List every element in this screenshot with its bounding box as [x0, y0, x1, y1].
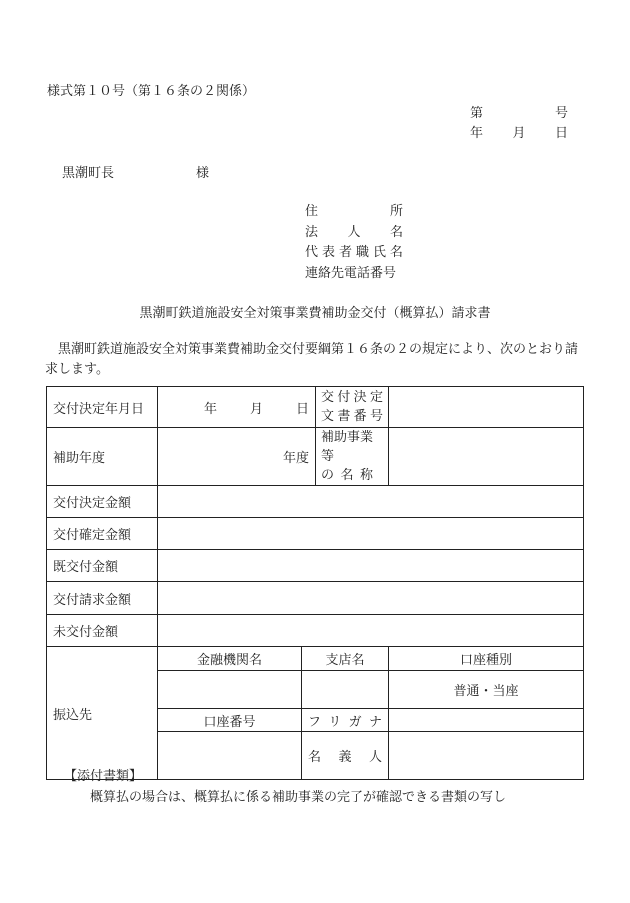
- form-number: 様式第１０号（第１６条の２関係）: [47, 84, 256, 99]
- applicant-corp-label: 法 人 名: [305, 224, 403, 240]
- attachments-heading: 【添付書類】: [64, 769, 143, 784]
- bank-label: 金融機関名: [158, 647, 302, 671]
- table-row: [47, 582, 584, 615]
- document-title: 黒潮町鉄道施設安全対策事業費補助金交付（概算払）請求書: [139, 306, 491, 321]
- account-number-value[interactable]: [158, 732, 302, 780]
- addressee-name: 黒潮町長: [62, 166, 115, 181]
- addressee-honorific: 様: [196, 166, 210, 181]
- table-row: [47, 387, 584, 428]
- attachments-text: 概算払の場合は、概算払に係る補助事業の完了が確認できる書類の写し: [90, 790, 507, 805]
- decision-date-value[interactable]: 年 月 日: [158, 387, 316, 428]
- request-amount-value[interactable]: [158, 582, 584, 615]
- project-name-label: 補助事業等 の 名 称: [316, 428, 389, 486]
- addressee: [62, 162, 209, 181]
- account-number-label: 口座番号: [158, 709, 302, 732]
- fiscal-year-label: 補助年度: [47, 428, 158, 486]
- date-year: 年: [470, 126, 484, 141]
- table-row: [47, 486, 584, 518]
- branch-value[interactable]: [302, 671, 389, 709]
- furigana-label: フ リ ガ ナ: [302, 709, 389, 732]
- holder-value[interactable]: [389, 732, 584, 780]
- branch-label: 支店名: [302, 647, 389, 671]
- account-type-value[interactable]: 普通・当座: [389, 671, 584, 709]
- fiscal-year-value[interactable]: 年度: [158, 428, 316, 486]
- date-month: 月: [512, 126, 526, 141]
- table-row: [47, 647, 584, 671]
- date-day: 日: [554, 126, 568, 141]
- unpaid-amount-label: 未交付金額: [47, 615, 158, 647]
- document-number-line: [470, 102, 568, 121]
- no-suffix: 号: [554, 106, 568, 121]
- request-amount-label: 交付請求金額: [47, 582, 158, 615]
- project-name-value[interactable]: [389, 428, 584, 486]
- document-date-line: [470, 122, 568, 141]
- table-row: [47, 428, 584, 486]
- decision-doc-value[interactable]: [389, 387, 584, 428]
- applicant-phone-label: 連絡先電話番号: [305, 265, 397, 281]
- confirmed-amount-value[interactable]: [158, 518, 584, 550]
- decision-amount-value[interactable]: [158, 486, 584, 518]
- table-row: [47, 518, 584, 550]
- request-table: [46, 386, 584, 780]
- applicant-block: [305, 200, 403, 282]
- table-row: [47, 615, 584, 647]
- decision-doc-label: 交 付 決 定 文 書 番 号: [316, 387, 389, 428]
- unpaid-amount-value[interactable]: [158, 615, 584, 647]
- account-type-label: 口座種別: [389, 647, 584, 671]
- bank-value[interactable]: [158, 671, 302, 709]
- holder-label: 名 義 人: [302, 732, 389, 780]
- decision-amount-label: 交付決定金額: [47, 486, 158, 518]
- applicant-address-label: 住 所: [305, 204, 403, 219]
- paid-amount-value[interactable]: [158, 550, 584, 582]
- decision-date-label: 交付決定年月日: [47, 387, 158, 428]
- no-prefix: 第: [470, 106, 484, 121]
- applicant-rep-label: 代 表 者 職 氏 名: [305, 245, 403, 260]
- body-text: 黒潮町鉄道施設安全対策事業費補助金交付要綱第１６条の２の規定により、次のとおり請求します。: [45, 342, 579, 377]
- paid-amount-label: 既交付金額: [47, 550, 158, 582]
- table-row: [47, 550, 584, 582]
- confirmed-amount-label: 交付確定金額: [47, 518, 158, 550]
- transfer-label: 振込先: [47, 647, 158, 780]
- furigana-value[interactable]: [389, 709, 584, 732]
